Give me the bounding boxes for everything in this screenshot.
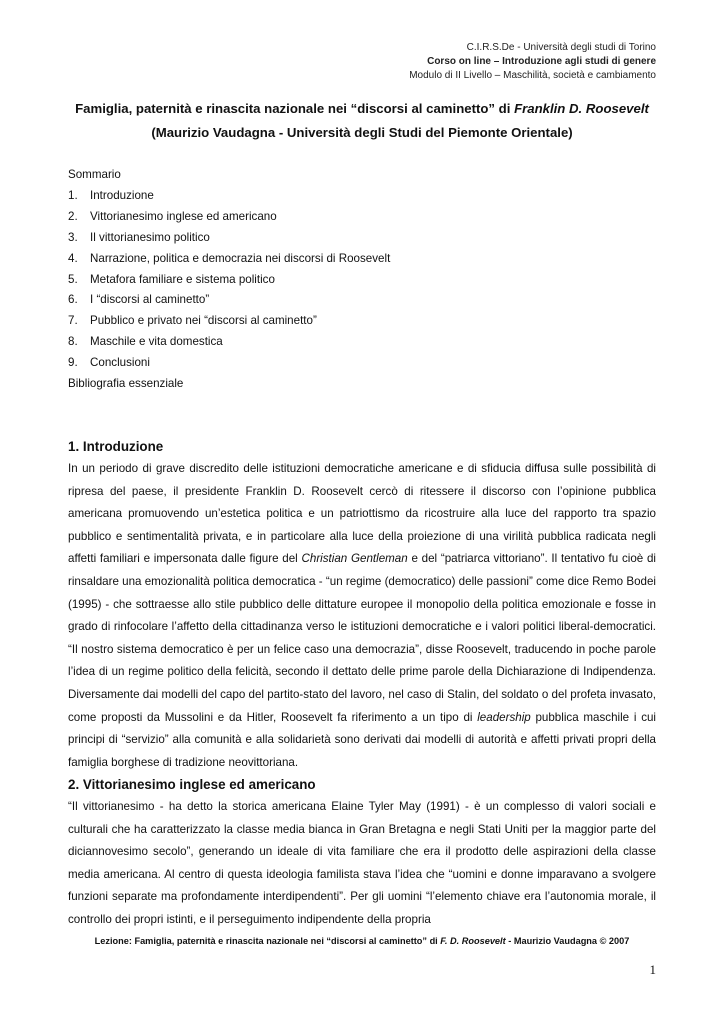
toc-item (68, 270, 390, 291)
toc-item (68, 332, 390, 353)
toc-item (68, 207, 390, 228)
title-author: (Maurizio Vaudagna - Università degli Studi del Piemonte Orientale) (151, 125, 573, 140)
title-main: Famiglia, paternità e rinascita nazionale nei “discorsi al caminetto” di (75, 101, 515, 116)
toc-item-label: I “discorsi al caminetto” (90, 293, 210, 307)
course-header (409, 41, 656, 83)
toc-item-label: Maschile e vita domestica (90, 335, 223, 349)
page-footer (60, 936, 664, 946)
paragraph-text: e del “patriarca vittoriano”. Il tentativo fu cioè di rinsaldare una emozionalità politica democratica - “un regime (democratico) delle passioni” come dice Remo Bodei (1995) - che sottraesse allo stile pubblico delle dittature europee il monopolio della politica emozionale e fosse in grado di rinfocolare l’affetto della cittadinanza verso le istituzioni democratiche e i valori politici liberal-democratici. “Il nostro sistema democratico è per un felice caso una democrazia”, disse Roosevelt, traducendo in poche parole l’idea di un regime politico della felicità, secondo il dettato delle prime parole della Dichiarazione di Indipendenza. Diversamente dai modelli del capo del partito-stato del lavoro, nel caso di Stalin, del soldato o del profeta invasato, come proposti da Mussolini e da Hitler, Roosevelt fa riferimento a un tipo di (68, 552, 656, 724)
section-vittorianesimo (68, 776, 656, 932)
paragraph-text: pubblica maschile i cui principi di “servizio” alla comunità e alla solidarietà sono derivati dai modelli di autorità e affetti privati propri della famiglia borghese di tradizione neovittoriana. (68, 710, 657, 769)
toc-item-number: 3. (68, 230, 78, 244)
paragraph-italic: Christian Gentleman (301, 552, 408, 566)
toc-item-label: Il vittorianesimo politico (90, 230, 210, 244)
title-italic: Franklin D. Roosevelt (514, 101, 649, 116)
toc-item-number: 9. (68, 356, 78, 370)
toc-heading: Sommario (68, 168, 121, 181)
toc-item (68, 186, 390, 207)
section-introduction (68, 438, 656, 774)
toc-item-number: 6. (68, 293, 78, 307)
toc-item-number: 4. (68, 251, 78, 265)
toc-bibliography: Bibliografia essenziale (68, 377, 184, 391)
header-module: Modulo di II Livello – Maschilità, società e cambiamento (409, 70, 656, 81)
title-line-1 (60, 97, 664, 121)
section-paragraph (68, 458, 656, 774)
toc-item-label: Narrazione, politica e democrazia nei discorsi di Roosevelt (90, 251, 391, 265)
toc-item-label: Conclusioni (90, 356, 150, 370)
paragraph-text: In un periodo di grave discredito delle istituzioni democratiche americane e di sfiducia diffusa sulle possibilità di ripresa del paese, il presidente Franklin D. Roosevelt cercò di ritessere il discorso con l’opinione pubblica americana promuovendo un’estetica politica e un patriottismo da ricostruire alla luce del rapporto tra spazio pubblico e sentimentalità privata, e in particolare alla luce della proiezione di una virilità pubblica radicata negli affetti familiari e impersonata dalle figure del (68, 462, 656, 566)
toc-item-number: 2. (68, 209, 78, 223)
section-heading: 2. Vittorianesimo inglese ed americano (68, 777, 316, 792)
header-course: Corso on line – Introduzione agli studi di genere (427, 56, 656, 67)
table-of-contents (68, 165, 390, 395)
toc-item-number: 5. (68, 272, 78, 286)
toc-item (68, 228, 390, 249)
toc-item-label: Pubblico e privato nei “discorsi al caminetto” (90, 314, 317, 328)
header-institution: C.I.R.S.De - Università degli studi di Torino (466, 42, 656, 53)
page-number: 1 (649, 962, 656, 977)
footer-prefix: Lezione: Famiglia, paternità e rinascita nazionale nei “discorsi al caminetto” di (94, 936, 441, 946)
toc-item-number: 1. (68, 188, 78, 202)
toc-item (68, 311, 390, 332)
section-paragraph: “Il vittorianesimo - ha detto la storica americana Elaine Tyler May (1991) - è un complesso di valori sociali e culturali che ha caratterizzato la classe media bianca in Gran Bretagna e negli Stati Uniti per la maggior parte del diciannovesimo secolo”, generando un ideale di vita familiare che era il prodotto delle aspirazioni della classe media americana. Al centro di questa ideologia familista stava l’idea che “uomini e donne imparavano a svolgere funzioni separate ma profondamente interdipendenti”. Per gli uomini “l’elemento chiave era l’autonomia morale, il controllo dei propri istinti, e il perseguimento indipendente della propria (68, 800, 656, 926)
toc-item (68, 353, 390, 374)
footer-suffix: - Maurizio Vaudagna © 2007 (505, 936, 630, 946)
paragraph-italic: leadership (477, 710, 531, 724)
section-heading: 1. Introduzione (68, 439, 164, 454)
document-title (60, 97, 664, 145)
toc-item-number: 8. (68, 335, 78, 349)
toc-item-number: 7. (68, 314, 78, 328)
toc-item-label: Metafora familiare e sistema politico (90, 272, 275, 286)
footer-italic: F. D. Roosevelt (440, 936, 506, 946)
toc-item-label: Vittorianesimo inglese ed americano (90, 209, 277, 223)
toc-item-label: Introduzione (90, 188, 154, 202)
toc-item (68, 249, 390, 270)
toc-item (68, 290, 390, 311)
